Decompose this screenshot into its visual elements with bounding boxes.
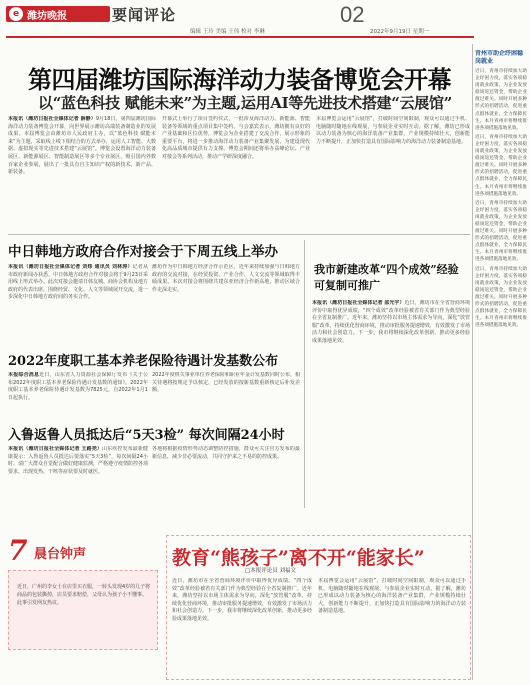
story2-col1-text: 记者从市政府新闻办获悉，中日韩地方政府合作对接会将于9月23日采用线上形式举办。此次对接会邀请日韩友城、商协会机构及地方政府的代表出席，围绕经贸、文化、人文等领域展开交流，进一步深化中日韩地方政府间的务实合作。 (8, 264, 148, 301)
story4-headline[interactable]: 入鲁返鲁人员抵达后“5天3检” 每次间隔24小时 (8, 428, 285, 443)
lead-column-2 (162, 116, 310, 232)
commentary-col1-text: 近日，潍坊市在全省营商环境评价中取得优异成绩，“四个成效”改革经验被省有关部门作为典型经验在全省复制推广。近年来，潍坊坚持以市场主体需求为导向，深化“放管服”改革，持续优化营商环境，推动审批服务提速增效，有效激发了市场活力和社会创造力。下一步，我市将继续深化改革创新，推动更多经验成果落地见效。 (172, 578, 312, 622)
lead-kicker: 本报讯（潍坊日报社全媒体记者 薛静） (8, 116, 96, 122)
lead-col2-text: 开幕式上举行了项目签约仪式，一批涉及海洋动力、新能源、智能装备等领域的重点项目集中签约。与会嘉宾表示，潍坊拥有良好的产业基础和区位优势，博览会为企业搭建了交流合作、展示形象的重要平台，将进一步推动海洋动力装备产业集聚发展，为建设现代化高品质城市提供有力支撑。博览会期间还将举办高峰论坛、产业对接会等系列活动，推动产学研深度融合。 (162, 116, 310, 160)
date-line: 2022年9月19日 星期一 (370, 29, 430, 35)
story2-kicker: 本报讯（潍坊日报社全媒体记者 刘炜 通讯员 刘林涛） (8, 264, 133, 270)
right-column-divider (472, 44, 473, 680)
lead-col1-text: 9月18日，第四届潍坊国际海洋动力装备博览会开幕，向世界展示潍坊高端装备制造业的发展成果。本届博览会由潍坊市人民政府主办，以“蓝色科技 赋能未来”为主题，采取线上线下相结合的方式举办，运用人工智能、大数据、虚拟现实等先进技术搭建“云展馆”。博览会设置海洋动力装备展区、新能源展区、智能制造展区等多个专业展区，吸引国内外数百家企业参展，展出了一批具有自主知识产权的新技术、新产品、新装备。 (8, 116, 156, 176)
right-column-text-2: 近日，青州市持续加大助企纾困力度，落实各项稳岗就业政策，为企业发放稳岗返还资金，帮助企业渡过难关。同时开展多种形式的招聘活动，促进重点群体就业，全力保障民生。本月青州市将继续推进各项措施落地见效。 (475, 134, 527, 197)
masthead-rule (6, 36, 474, 38)
logo-mark-icon: e (9, 7, 23, 21)
commentary-brand: 晨台钟声 (34, 547, 87, 562)
column-divider (304, 240, 305, 508)
story3-kicker: 本报综合消息 (8, 372, 40, 378)
story5-kicker: 本报讯（潍坊日报社全媒体记者 邵光宇） (312, 300, 405, 306)
right-column (475, 50, 527, 680)
editor-line: 编辑 王玲 美编 王伟 校对 李琳 (190, 29, 265, 35)
lead-column-1 (8, 116, 156, 232)
commentary-note: 近日，广州的李女士在店里买衣服，一转头发现4岁的儿子将商品的包装撕掉，店员要求赔偿，父母认为孩子小不懂事。此事引发网友热议。 (17, 584, 151, 607)
page-number: 02 (340, 2, 365, 27)
lead-headline[interactable]: 第四届潍坊国际海洋动力装备博览会开幕 (28, 65, 451, 94)
commentary-column-2 (318, 578, 466, 676)
right-column-title[interactable]: 青州市助企纾困稳岗就业 (475, 50, 524, 65)
paper-logo[interactable] (6, 6, 110, 22)
story4-col1-text: 山东疾控发布最新健康提示：入鲁返鲁人员抵达后要落实“5天3检”，每次间隔24小时。请广大群众自觉配合做好健康监测，严格遵守疫情防控各项要求，出现发热、干咳等症状要及时就医。 (8, 446, 148, 475)
story3-col1-text: 近日，山东省人力资源社会保障厅发布《关于公布2022年度职工基本养老保险待遇计发基数的通知》。2022年度职工基本养老保险待遇计发基数为7825元，自2022年1月1日起执行。 (8, 372, 148, 401)
story2-column-1 (8, 264, 148, 344)
story4-column-1 (8, 446, 148, 526)
commentary-col2-text: 本届博览会运用“云展馆”，打破时间空间限制，观众可以通过手机、电脑随时随地在线观展，与参展企业实时互动。据了解，潍坊已形成以动力装备为核心的海洋装备产业集群，产业规模持续壮大，创新能力不断提升，正加快打造具有国际影响力的海洋动力装备制造基地。 (318, 578, 466, 615)
section-divider (8, 234, 470, 235)
story2-column-2 (152, 264, 300, 344)
commentary-logo-mark: 7 (8, 534, 28, 567)
commentary-headline[interactable]: 教育“熊孩子”离不开“能家长” (172, 547, 425, 569)
right-column-text: 近日，青州市持续加大助企纾困力度，落实各项稳岗就业政策，为企业发放稳岗返还资金，帮助企业渡过难关。同时开展多种形式的招聘活动，促进重点群体就业，全力保障民生。本月青州市将继续推进各项措施落地见效。 (475, 69, 527, 131)
right-column-text-3: 近日，青州市持续加大助企纾困力度，落实各项稳岗就业政策，为企业发放稳岗返还资金，帮助企业渡过难关。同时开展多种形式的招聘活动，促进重点群体就业，全力保障民生。本月青州市将继续推进各项措施落地见效。 (475, 200, 527, 263)
masthead (0, 0, 530, 38)
commentary-byline: □本报评论员 刘福文 (245, 568, 296, 574)
story4-column-2 (152, 446, 300, 526)
lead-column-3 (316, 116, 470, 232)
story3-headline[interactable]: 2022年度职工基本养老保险待遇计发基数公布 (8, 354, 279, 369)
commentary-note-box (8, 570, 158, 650)
story3-col2-text: 2022年度机关事业单位养老保险和职业年金计发基数同时公布，相关待遇将按规定予以核定，已经发放的按新基数重新核定后补发差额。 (152, 372, 300, 394)
story4-kicker: 本报讯（潍坊日报社全媒体记者 王路尧） (8, 446, 103, 452)
story3-column-2 (152, 372, 300, 422)
right-column-text-4: 近日，青州市持续加大助企纾困力度，落实各项稳岗就业政策，为企业发放稳岗返还资金，帮助企业渡过难关。同时开展多种形式的招聘活动，促进重点群体就业，全力保障民生。本月青州市将继续推进各项措施落地见效。 (475, 266, 527, 329)
story5-headline: 我市新建改革“四个成效”经验可复制可推广 (314, 263, 459, 292)
story5-column (312, 300, 470, 505)
story5-headline-line1[interactable] (314, 262, 464, 294)
commentary-column-1 (172, 578, 312, 676)
lead-subhead: 以“蓝色科技 赋能未来”为主题,运用AI等先进技术搭建“云展馆” (38, 94, 453, 112)
story2-headline[interactable]: 中日韩地方政府合作对接会于下周五线上举办 (8, 244, 278, 260)
section-title: 要闻评论 (112, 6, 177, 24)
story4-col2-text: 各地将根据疫情形势动态调整防控措施，群众可关注官方发布的最新信息，减少非必要流动，共同守护来之不易的防控成果。 (152, 446, 300, 460)
commentary-logo (8, 534, 158, 567)
story5-text: 近日，潍坊市在全省营商环境评价中取得优异成绩，“四个成效”改革经验被省有关部门作为典型经验在全省复制推广。近年来，潍坊坚持以市场主体需求为导向，深化“放管服”改革，持续优化营商环境，推动审批服务提速增效，有效激发了市场活力和社会创造力。下一步，我市将继续深化改革创新，推动更多经验成果落地见效。 (312, 300, 470, 344)
logo-text: 潍坊晚报 (27, 10, 67, 22)
lead-col3-text: 本届博览会运用“云展馆”，打破时间空间限制，观众可以通过手机、电脑随时随地在线观展，与参展企业实时互动。据了解，潍坊已形成以动力装备为核心的海洋装备产业集群，产业规模持续壮大，创新能力不断提升，正加快打造具有国际影响力的海洋动力装备制造基地。 (316, 116, 470, 145)
story3-column-1 (8, 372, 148, 422)
story2-col2-text: 潍坊作为中日韩地方经济合作示范区，近年来持续加强与日韩地方政府的交流对接，在经贸投资、产业合作、人文交流等领域取得丰硕成果。本次对接会将围绕共建东亚经济合作新高地，推动区域合作走深走实。 (152, 264, 300, 293)
